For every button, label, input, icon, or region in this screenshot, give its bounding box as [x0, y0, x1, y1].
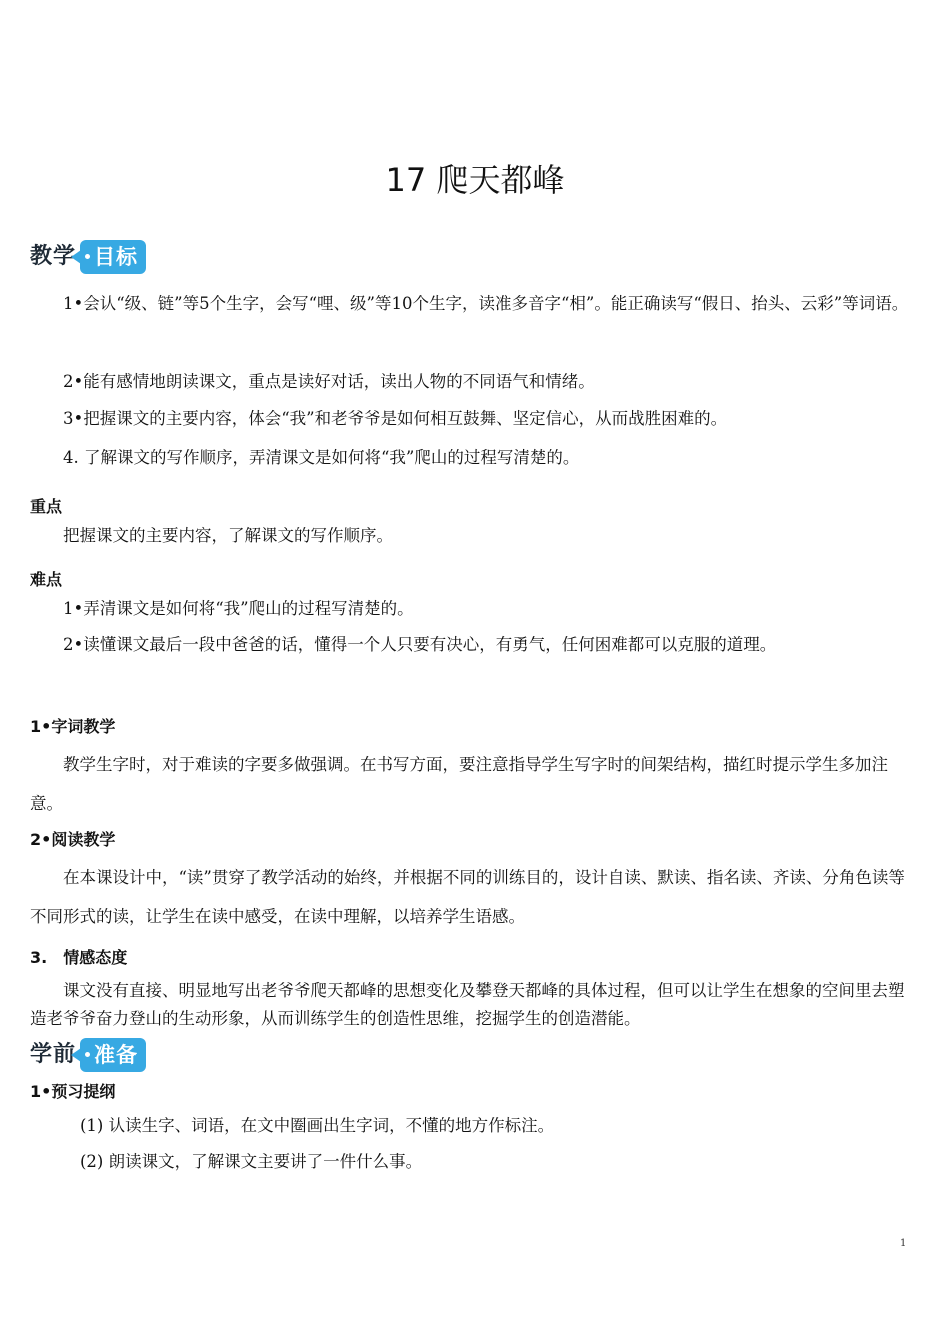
badge-dark-text: 教学: [30, 244, 77, 269]
section-heading-attitude: 3. 情感态度: [30, 948, 128, 967]
section-heading-reading: 2•阅读教学: [30, 830, 116, 849]
section-text-attitude: 课文没有直接、明显地写出老爷爷爬天都峰的思想变化及攀登天都峰的具体过程，但可以让学生在想象的空间里去塑造老爷爷奋力登山的生动形象，从而训练学生的创造性思维，挖掘学生的创造潜能。: [30, 981, 905, 1028]
key-point-text: 把握课文的主要内容，了解课文的写作顺序。: [63, 526, 393, 545]
difficulty-item-2: 2•读懂课文最后一段中爸爸的话，懂得一个人只要有决心，有勇气，任何困难都可以克服的道理。: [63, 635, 777, 654]
badge-blue-text: 准备: [80, 1038, 146, 1072]
goal-item-3: 3•把握课文的主要内容，体会“我”和老爷爷是如何相互鼓舞、坚定信心，从而战胜困难的。: [63, 409, 728, 428]
preview-item-2: (2) 朗读课文，了解课文主要讲了一件什么事。: [80, 1152, 423, 1171]
preview-item-1: (1) 认读生字、词语，在文中圈画出生字词，不懂的地方作标注。: [80, 1116, 555, 1135]
difficulty-heading: 难点: [30, 570, 63, 589]
difficulty-item-1: 1•弄清课文是如何将“我”爬山的过程写清楚的。: [63, 599, 414, 618]
page-number: 1: [900, 1238, 907, 1249]
goal-item-4: 4. 了解课文的写作顺序，弄清课文是如何将“我”爬山的过程写清楚的。: [63, 448, 580, 467]
key-point-heading: 重点: [30, 497, 63, 516]
page-title: 17 爬天都峰: [385, 161, 565, 199]
goal-item-1: 1•会认“级、链”等5个生字，会写“哩、级”等10个生字，读准多音字“相”。能正确读写“假日、抬头、云彩”等词语。: [63, 294, 909, 313]
badge-blue-text: 目标: [80, 240, 146, 274]
preview-outline-heading: 1•预习提纲: [30, 1082, 116, 1101]
preparation-badge: [30, 1034, 146, 1076]
teaching-goals-badge: [30, 236, 146, 278]
section-text-reading: 在本课设计中，“读”贯穿了教学活动的始终，并根据不同的训练目的，设计自读、默读、指名读、齐读、分角色读等不同形式的读，让学生在读中感受，在读中理解，以培养学生语感。: [30, 868, 905, 926]
goal-item-2: 2•能有感情地朗读课文，重点是读好对话，读出人物的不同语气和情绪。: [63, 372, 595, 391]
section-heading-vocab: 1•字词教学: [30, 717, 116, 736]
badge-dark-text: 学前: [30, 1042, 77, 1067]
section-text-vocab: 教学生字时，对于难读的字要多做强调。在书写方面，要注意指导学生写字时的间架结构，描红时提示学生多加注意。: [30, 755, 888, 813]
